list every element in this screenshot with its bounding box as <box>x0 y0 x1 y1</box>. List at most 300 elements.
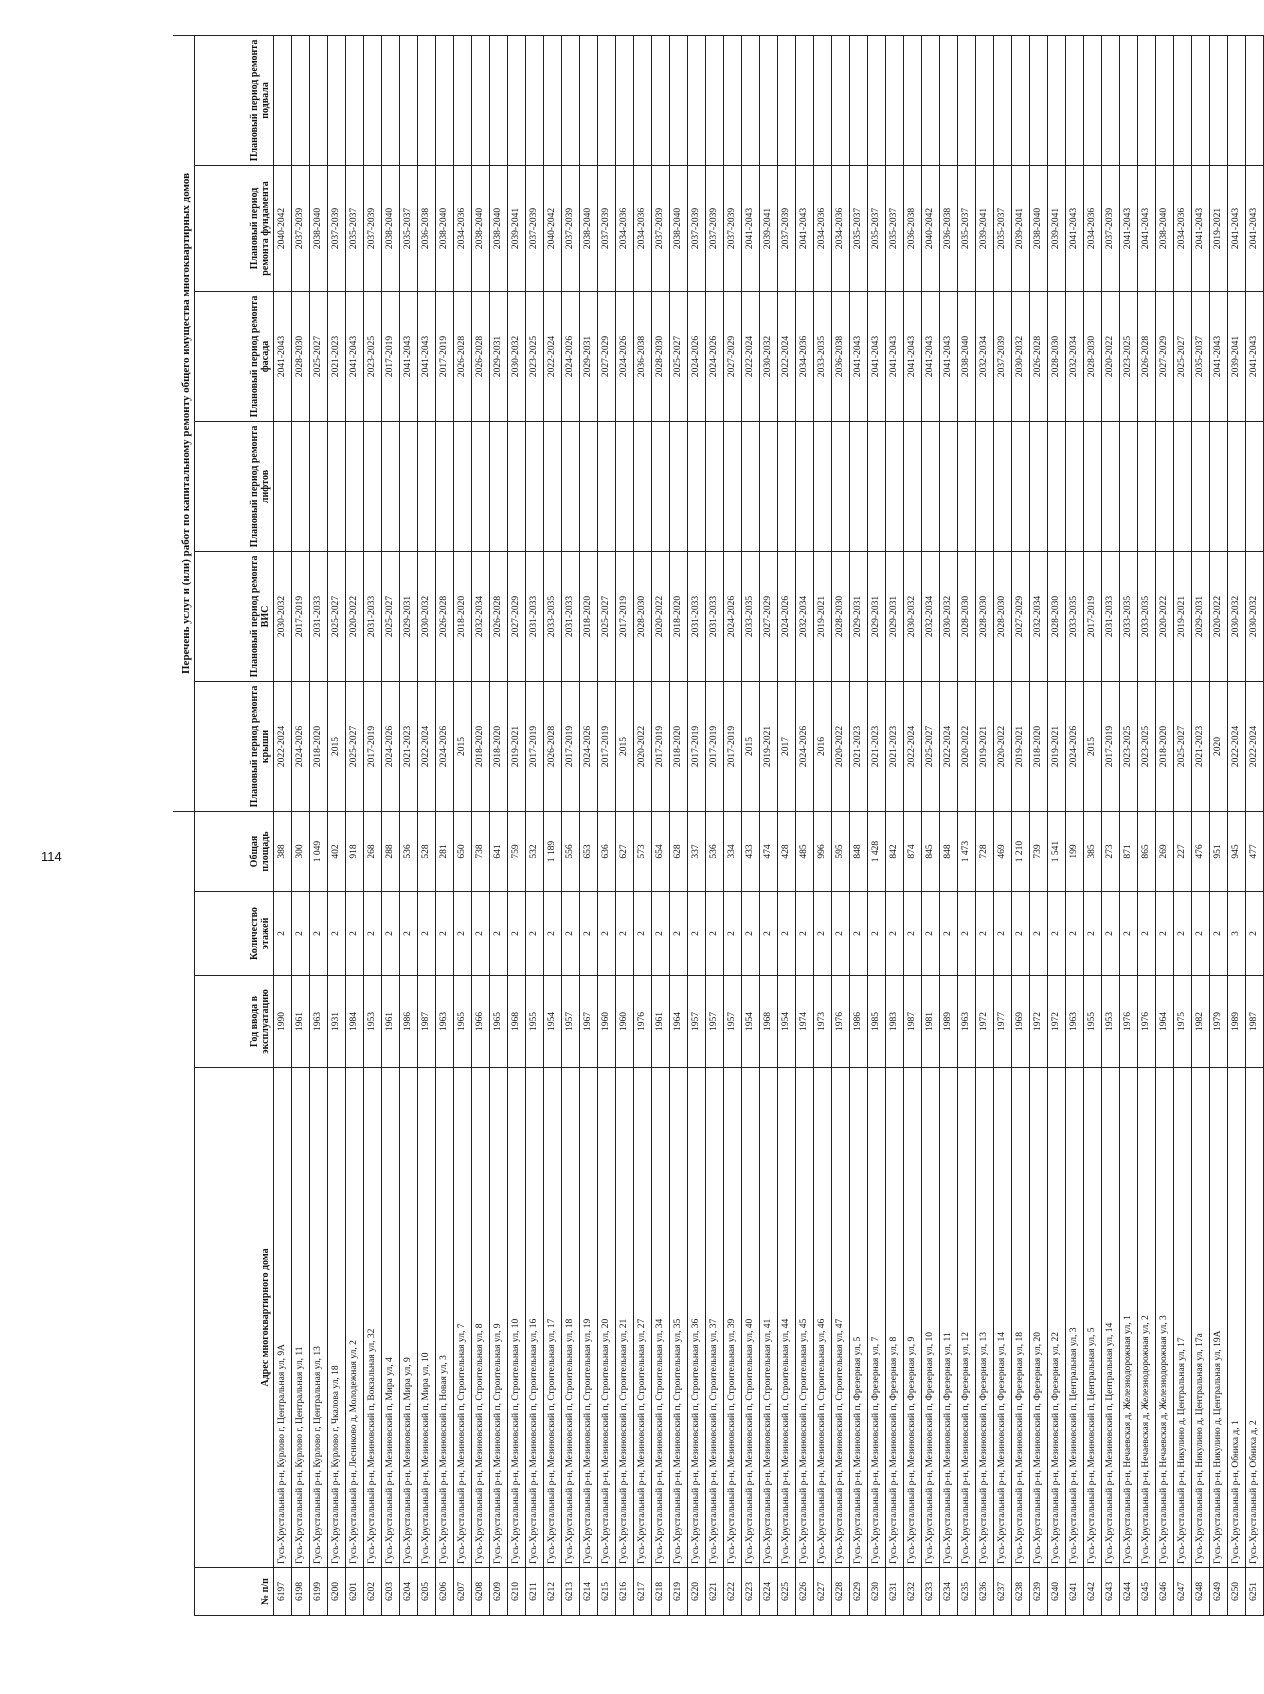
cell-address: Гусь-Хрустальный р-н, Мезиновский п, Строительная ул, 44 <box>778 1068 796 1568</box>
cell-address: Гусь-Хрустальный р-н, Мезиновский п, Фрезерная ул, 8 <box>886 1068 904 1568</box>
cell-facade: 2023-2025 <box>526 291 544 421</box>
cell-year: 1989 <box>940 976 958 1068</box>
cell-floors: 2 <box>958 892 976 976</box>
cell-floors: 2 <box>850 892 868 976</box>
cell-lift <box>958 421 976 551</box>
cell-basement <box>1120 35 1138 165</box>
table-row <box>850 35 868 1615</box>
cell-num: 6204 <box>400 1568 418 1616</box>
cell-roof: 2022-2024 <box>1246 681 1264 811</box>
cell-area: 334 <box>724 811 742 891</box>
cell-lift <box>616 421 634 551</box>
cell-basement <box>670 35 688 165</box>
cell-roof: 2017 <box>778 681 796 811</box>
cell-lift <box>634 421 652 551</box>
cell-facade: 2041-2043 <box>886 291 904 421</box>
cell-lift <box>742 421 760 551</box>
cell-floors: 2 <box>418 892 436 976</box>
cell-vis: 2028-2030 <box>958 551 976 681</box>
cell-roof: 2015 <box>454 681 472 811</box>
cell-foundation: 2037-2039 <box>328 165 346 291</box>
table-row <box>1084 35 1102 1615</box>
cell-address: Гусь-Хрустальный р-н, Курлово г, Центральная ул, 13 <box>310 1068 328 1568</box>
group-header-spacer <box>173 811 195 1615</box>
cell-floors: 2 <box>922 892 940 976</box>
cell-facade: 2041-2043 <box>400 291 418 421</box>
cell-foundation: 2041-2043 <box>742 165 760 291</box>
table-row <box>1210 35 1228 1615</box>
cell-roof: 2026-2028 <box>544 681 562 811</box>
cell-area: 951 <box>1210 811 1228 891</box>
cell-num: 6210 <box>508 1568 526 1616</box>
cell-year: 1976 <box>832 976 850 1068</box>
cell-year: 1979 <box>1210 976 1228 1068</box>
cell-year: 1961 <box>292 976 310 1068</box>
cell-area: 1 473 <box>958 811 976 891</box>
table-row <box>796 35 814 1615</box>
cell-basement <box>904 35 922 165</box>
cell-facade: 2024-2026 <box>562 291 580 421</box>
cell-year: 1957 <box>562 976 580 1068</box>
repair-schedule-table <box>173 35 1264 1616</box>
cell-vis: 2030-2032 <box>940 551 958 681</box>
cell-num: 6242 <box>1084 1568 1102 1616</box>
cell-basement <box>706 35 724 165</box>
cell-area: 536 <box>706 811 724 891</box>
cell-year: 1968 <box>508 976 526 1068</box>
cell-roof: 2017-2019 <box>724 681 742 811</box>
cell-roof: 2020-2022 <box>958 681 976 811</box>
cell-foundation: 2035-2037 <box>886 165 904 291</box>
cell-foundation: 2040-2042 <box>544 165 562 291</box>
table-row <box>562 35 580 1615</box>
cell-address: Гусь-Хрустальный р-н, Мезиновский п, Фрезерная ул, 22 <box>1048 1068 1066 1568</box>
cell-lift <box>976 421 994 551</box>
cell-roof: 2024-2026 <box>382 681 400 811</box>
cell-floors: 2 <box>688 892 706 976</box>
table-row <box>1066 35 1084 1615</box>
cell-facade: 2041-2043 <box>1210 291 1228 421</box>
cell-lift <box>472 421 490 551</box>
cell-lift <box>562 421 580 551</box>
cell-lift <box>1174 421 1192 551</box>
cell-num: 6205 <box>418 1568 436 1616</box>
cell-address: Гусь-Хрустальный р-н, Мезиновский п, Строительная ул, 37 <box>706 1068 724 1568</box>
cell-floors: 2 <box>724 892 742 976</box>
cell-year: 1963 <box>436 976 454 1068</box>
col-header-address: Адрес многоквартирного дома <box>195 1068 274 1568</box>
cell-floors: 2 <box>1210 892 1228 976</box>
cell-area: 281 <box>436 811 454 891</box>
cell-roof: 2020-2022 <box>634 681 652 811</box>
cell-facade: 2026-2028 <box>454 291 472 421</box>
cell-num: 6208 <box>472 1568 490 1616</box>
table-row <box>976 35 994 1615</box>
col-header-vis: Плановый период ремонта ВИС <box>195 551 274 681</box>
cell-num: 6229 <box>850 1568 868 1616</box>
cell-address: Гусь-Хрустальный р-н, Обниха д, 1 <box>1228 1068 1246 1568</box>
cell-basement <box>1156 35 1174 165</box>
cell-floors: 2 <box>436 892 454 976</box>
cell-address: Гусь-Хрустальный р-н, Мезиновский п, Фрезерная ул, 5 <box>850 1068 868 1568</box>
table-row <box>1012 35 1030 1615</box>
cell-floors: 3 <box>1228 892 1246 976</box>
cell-lift <box>598 421 616 551</box>
cell-facade: 2028-2030 <box>1084 291 1102 421</box>
cell-address: Гусь-Хрустальный р-н, Нечаевская д, Железнодорожная ул, 1 <box>1120 1068 1138 1568</box>
table-row <box>580 35 598 1615</box>
table-row <box>454 35 472 1615</box>
cell-facade: 2020-2022 <box>1102 291 1120 421</box>
cell-foundation: 2038-2040 <box>1156 165 1174 291</box>
cell-facade: 2027-2029 <box>724 291 742 421</box>
table-row <box>1102 35 1120 1615</box>
cell-roof: 2022-2024 <box>418 681 436 811</box>
cell-address: Гусь-Хрустальный р-н, Мезиновский п, Фрезерная ул, 20 <box>1030 1068 1048 1568</box>
cell-area: 1 428 <box>868 811 886 891</box>
col-header-foundation: Плановый период ремонта фундамента <box>195 165 274 291</box>
cell-roof: 2019-2021 <box>1012 681 1030 811</box>
cell-lift <box>454 421 472 551</box>
cell-facade: 2029-2031 <box>580 291 598 421</box>
cell-year: 1972 <box>1048 976 1066 1068</box>
cell-year: 1982 <box>1192 976 1210 1068</box>
table-row <box>364 35 382 1615</box>
cell-vis: 2033-2035 <box>1120 551 1138 681</box>
cell-vis: 2033-2035 <box>544 551 562 681</box>
cell-year: 1985 <box>868 976 886 1068</box>
cell-vis: 2033-2035 <box>1066 551 1084 681</box>
table-row <box>1246 35 1264 1615</box>
cell-vis: 2018-2020 <box>454 551 472 681</box>
table-row <box>598 35 616 1615</box>
cell-basement <box>508 35 526 165</box>
cell-foundation: 2037-2039 <box>706 165 724 291</box>
cell-basement <box>958 35 976 165</box>
cell-vis: 2020-2022 <box>652 551 670 681</box>
cell-num: 6207 <box>454 1568 472 1616</box>
cell-roof: 2022-2024 <box>940 681 958 811</box>
cell-facade: 2041-2043 <box>868 291 886 421</box>
cell-foundation: 2039-2041 <box>976 165 994 291</box>
cell-num: 6199 <box>310 1568 328 1616</box>
cell-floors: 2 <box>868 892 886 976</box>
cell-area: 288 <box>382 811 400 891</box>
cell-facade: 2028-2030 <box>292 291 310 421</box>
cell-address: Гусь-Хрустальный р-н, Мезиновский п, Фрезерная ул, 14 <box>994 1068 1012 1568</box>
cell-facade: 2029-2031 <box>490 291 508 421</box>
cell-roof: 2025-2027 <box>922 681 940 811</box>
cell-floors: 2 <box>616 892 634 976</box>
cell-facade: 2025-2027 <box>1174 291 1192 421</box>
cell-address: Гусь-Хрустальный р-н, Никулино д, Центральная ул, 17 <box>1174 1068 1192 1568</box>
cell-facade: 2025-2027 <box>310 291 328 421</box>
cell-facade: 2027-2029 <box>1156 291 1174 421</box>
cell-basement <box>832 35 850 165</box>
cell-num: 6209 <box>490 1568 508 1616</box>
cell-vis: 2030-2032 <box>1228 551 1246 681</box>
cell-area: 388 <box>274 811 292 891</box>
cell-foundation: 2037-2039 <box>724 165 742 291</box>
cell-roof: 2020-2022 <box>994 681 1012 811</box>
table-row <box>1138 35 1156 1615</box>
cell-facade: 2021-2023 <box>328 291 346 421</box>
cell-lift <box>310 421 328 551</box>
cell-floors: 2 <box>976 892 994 976</box>
cell-address: Гусь-Хрустальный р-н, Мезиновский п, Фрезерная ул, 18 <box>1012 1068 1030 1568</box>
cell-address: Гусь-Хрустальный р-н, Мезиновский п, Строительная ул, 46 <box>814 1068 832 1568</box>
cell-facade: 2028-2030 <box>652 291 670 421</box>
cell-num: 6220 <box>688 1568 706 1616</box>
cell-address: Гусь-Хрустальный р-н, Обниха д, 2 <box>1246 1068 1264 1568</box>
cell-year: 1953 <box>1102 976 1120 1068</box>
cell-num: 6221 <box>706 1568 724 1616</box>
cell-foundation: 2037-2039 <box>292 165 310 291</box>
cell-floors: 2 <box>562 892 580 976</box>
cell-vis: 2027-2029 <box>1012 551 1030 681</box>
cell-lift <box>292 421 310 551</box>
cell-roof: 2021-2023 <box>400 681 418 811</box>
cell-num: 6250 <box>1228 1568 1246 1616</box>
cell-address: Гусь-Хрустальный р-н, Нечаевская д, Железнодорожная ул, 2 <box>1138 1068 1156 1568</box>
cell-facade: 2024-2026 <box>616 291 634 421</box>
cell-vis: 2017-2019 <box>616 551 634 681</box>
cell-vis: 2029-2031 <box>868 551 886 681</box>
cell-basement <box>328 35 346 165</box>
table-row <box>994 35 1012 1615</box>
cell-lift <box>922 421 940 551</box>
cell-foundation: 2041-2043 <box>1066 165 1084 291</box>
cell-basement <box>634 35 652 165</box>
cell-vis: 2020-2022 <box>1210 551 1228 681</box>
cell-year: 1964 <box>670 976 688 1068</box>
table-row <box>1192 35 1210 1615</box>
cell-address: Гусь-Хрустальный р-н, Курлово г, Чкалова ул, 18 <box>328 1068 346 1568</box>
cell-facade: 2041-2043 <box>850 291 868 421</box>
cell-num: 6224 <box>760 1568 778 1616</box>
cell-num: 6231 <box>886 1568 904 1616</box>
cell-floors: 2 <box>814 892 832 976</box>
cell-year: 1965 <box>490 976 508 1068</box>
cell-foundation: 2038-2040 <box>310 165 328 291</box>
cell-vis: 2017-2019 <box>1084 551 1102 681</box>
cell-address: Гусь-Хрустальный р-н, Мезиновский п, Строительная ул, 10 <box>508 1068 526 1568</box>
cell-area: 871 <box>1120 811 1138 891</box>
cell-floors: 2 <box>400 892 418 976</box>
cell-basement <box>310 35 328 165</box>
cell-floors: 2 <box>1012 892 1030 976</box>
cell-facade: 2023-2025 <box>364 291 382 421</box>
cell-basement <box>598 35 616 165</box>
cell-num: 6246 <box>1156 1568 1174 1616</box>
cell-foundation: 2040-2042 <box>274 165 292 291</box>
cell-year: 1966 <box>472 976 490 1068</box>
col-header-roof: Плановый период ремонта крыши <box>195 681 274 811</box>
cell-year: 1963 <box>958 976 976 1068</box>
cell-roof: 2018-2020 <box>490 681 508 811</box>
cell-foundation: 2037-2039 <box>1102 165 1120 291</box>
cell-roof: 2018-2020 <box>472 681 490 811</box>
cell-basement <box>1210 35 1228 165</box>
cell-lift <box>418 421 436 551</box>
cell-address: Гусь-Хрустальный р-н, Мезиновский п, Центральная ул, 3 <box>1066 1068 1084 1568</box>
cell-vis: 2031-2033 <box>688 551 706 681</box>
cell-facade: 2024-2026 <box>706 291 724 421</box>
cell-roof: 2017-2019 <box>688 681 706 811</box>
table-row <box>940 35 958 1615</box>
cell-area: 268 <box>364 811 382 891</box>
cell-num: 6212 <box>544 1568 562 1616</box>
cell-address: Гусь-Хрустальный р-н, Мезиновский п, Мира ул, 9 <box>400 1068 418 1568</box>
cell-foundation: 2037-2039 <box>364 165 382 291</box>
table-row <box>688 35 706 1615</box>
cell-area: 485 <box>796 811 814 891</box>
table-row <box>472 35 490 1615</box>
cell-roof: 2017-2019 <box>364 681 382 811</box>
cell-roof: 2019-2021 <box>1048 681 1066 811</box>
cell-floors: 2 <box>382 892 400 976</box>
cell-vis: 2031-2033 <box>310 551 328 681</box>
cell-num: 6248 <box>1192 1568 1210 1616</box>
cell-num: 6238 <box>1012 1568 1030 1616</box>
cell-address: Гусь-Хрустальный р-н, Мезиновский п, Центральная ул, 5 <box>1084 1068 1102 1568</box>
cell-basement <box>580 35 598 165</box>
table-row <box>1120 35 1138 1615</box>
cell-address: Гусь-Хрустальный р-н, Мезиновский п, Строительная ул, 34 <box>652 1068 670 1568</box>
cell-area: 728 <box>976 811 994 891</box>
cell-area: 759 <box>508 811 526 891</box>
cell-roof: 2015 <box>328 681 346 811</box>
cell-foundation: 2034-2036 <box>1174 165 1192 291</box>
cell-vis: 2025-2027 <box>328 551 346 681</box>
cell-floors: 2 <box>346 892 364 976</box>
cell-vis: 2029-2031 <box>886 551 904 681</box>
cell-address: Гусь-Хрустальный р-н, Мезиновский п, Строительная ул, 27 <box>634 1068 652 1568</box>
cell-area: 848 <box>940 811 958 891</box>
cell-floors: 2 <box>742 892 760 976</box>
cell-basement <box>742 35 760 165</box>
cell-basement <box>562 35 580 165</box>
cell-roof: 2019-2021 <box>976 681 994 811</box>
cell-address: Гусь-Хрустальный р-н, Мезиновский п, Строительная ул, 39 <box>724 1068 742 1568</box>
cell-floors: 2 <box>796 892 814 976</box>
cell-num: 6225 <box>778 1568 796 1616</box>
table-row <box>1174 35 1192 1615</box>
cell-year: 1984 <box>346 976 364 1068</box>
cell-basement <box>1102 35 1120 165</box>
cell-year: 1983 <box>886 976 904 1068</box>
cell-lift <box>364 421 382 551</box>
cell-lift <box>580 421 598 551</box>
cell-num: 6230 <box>868 1568 886 1616</box>
cell-lift <box>724 421 742 551</box>
table-row <box>904 35 922 1615</box>
cell-address: Гусь-Хрустальный р-н, Мезиновский п, Строительная ул, 36 <box>688 1068 706 1568</box>
cell-num: 6203 <box>382 1568 400 1616</box>
cell-floors: 2 <box>1246 892 1264 976</box>
cell-num: 6211 <box>526 1568 544 1616</box>
col-header-floors: Количество этажей <box>195 892 274 976</box>
cell-roof: 2024-2026 <box>580 681 598 811</box>
cell-address: Гусь-Хрустальный р-н, Мезиновский п, Строительная ул, 19 <box>580 1068 598 1568</box>
cell-foundation: 2034-2036 <box>634 165 652 291</box>
cell-address: Гусь-Хрустальный р-н, Мезиновский п, Строительная ул, 7 <box>454 1068 472 1568</box>
cell-facade: 2027-2029 <box>598 291 616 421</box>
cell-year: 1986 <box>850 976 868 1068</box>
cell-roof: 2018-2020 <box>310 681 328 811</box>
cell-lift <box>904 421 922 551</box>
cell-foundation: 2034-2036 <box>616 165 634 291</box>
cell-foundation: 2036-2038 <box>418 165 436 291</box>
cell-year: 1961 <box>382 976 400 1068</box>
table-row <box>526 35 544 1615</box>
cell-basement <box>976 35 994 165</box>
cell-foundation: 2035-2037 <box>958 165 976 291</box>
cell-area: 945 <box>1228 811 1246 891</box>
cell-vis: 2017-2019 <box>292 551 310 681</box>
cell-foundation: 2037-2039 <box>688 165 706 291</box>
cell-area: 653 <box>580 811 598 891</box>
cell-num: 6226 <box>796 1568 814 1616</box>
table-row <box>778 35 796 1615</box>
cell-foundation: 2034-2036 <box>814 165 832 291</box>
cell-roof: 2022-2024 <box>1228 681 1246 811</box>
cell-roof: 2021-2023 <box>1192 681 1210 811</box>
cell-address: Гусь-Хрустальный р-н, Лесниково д, Молодежная ул, 2 <box>346 1068 364 1568</box>
cell-area: 536 <box>400 811 418 891</box>
cell-area: 739 <box>1030 811 1048 891</box>
cell-area: 269 <box>1156 811 1174 891</box>
cell-foundation: 2039-2041 <box>1012 165 1030 291</box>
cell-vis: 2031-2033 <box>364 551 382 681</box>
cell-num: 6214 <box>580 1568 598 1616</box>
cell-foundation: 2038-2040 <box>1030 165 1048 291</box>
cell-roof: 2017-2019 <box>1102 681 1120 811</box>
cell-floors: 2 <box>364 892 382 976</box>
cell-roof: 2015 <box>616 681 634 811</box>
cell-facade: 2022-2024 <box>544 291 562 421</box>
cell-floors: 2 <box>1102 892 1120 976</box>
cell-lift <box>1246 421 1264 551</box>
cell-vis: 2031-2033 <box>562 551 580 681</box>
cell-roof: 2021-2023 <box>850 681 868 811</box>
cell-vis: 2028-2030 <box>994 551 1012 681</box>
cell-basement <box>1174 35 1192 165</box>
cell-vis: 2024-2026 <box>778 551 796 681</box>
cell-foundation: 2041-2043 <box>1192 165 1210 291</box>
cell-num: 6233 <box>922 1568 940 1616</box>
cell-area: 469 <box>994 811 1012 891</box>
cell-lift <box>760 421 778 551</box>
cell-basement <box>1228 35 1246 165</box>
cell-vis: 2026-2028 <box>490 551 508 681</box>
cell-floors: 2 <box>490 892 508 976</box>
cell-roof: 2023-2025 <box>1138 681 1156 811</box>
cell-num: 6200 <box>328 1568 346 1616</box>
cell-year: 1954 <box>544 976 562 1068</box>
cell-roof: 2018-2020 <box>670 681 688 811</box>
cell-area: 1 049 <box>310 811 328 891</box>
cell-foundation: 2038-2040 <box>472 165 490 291</box>
cell-floors: 2 <box>940 892 958 976</box>
cell-roof: 2016 <box>814 681 832 811</box>
cell-lift <box>652 421 670 551</box>
cell-area: 476 <box>1192 811 1210 891</box>
cell-floors: 2 <box>1174 892 1192 976</box>
cell-foundation: 2041-2043 <box>1246 165 1264 291</box>
cell-year: 1967 <box>580 976 598 1068</box>
cell-address: Гусь-Хрустальный р-н, Нечаевская д, Железнодорожная ул, 3 <box>1156 1068 1174 1568</box>
